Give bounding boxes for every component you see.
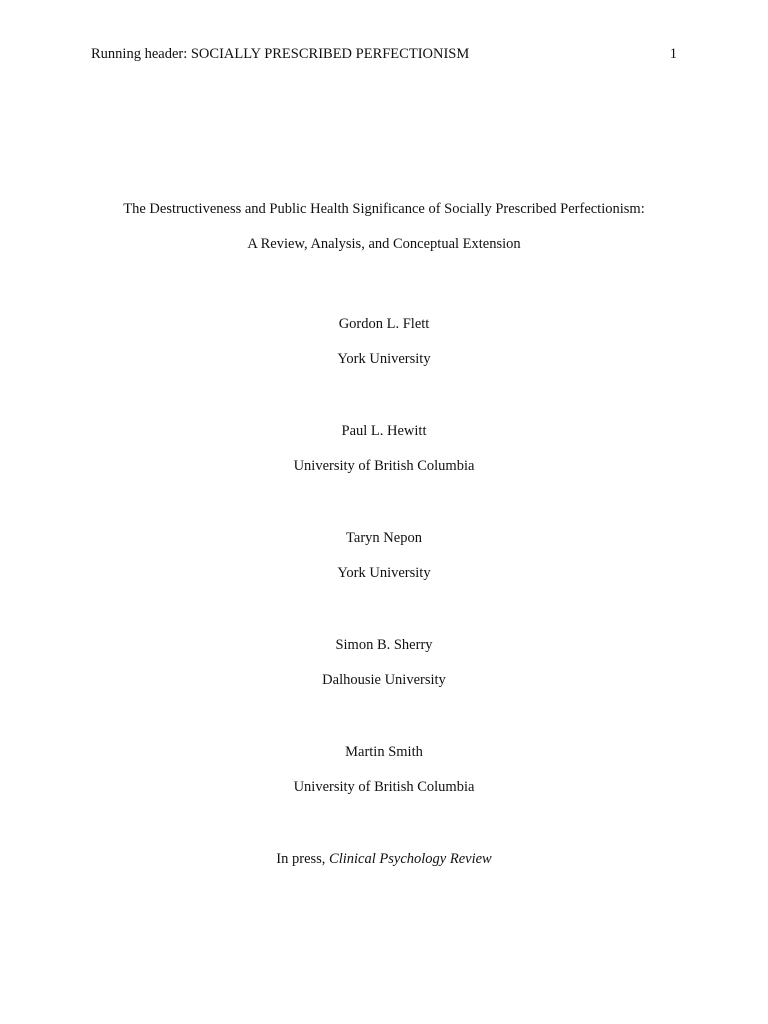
author-name: Martin Smith bbox=[345, 744, 423, 760]
publication-status: In press, bbox=[276, 851, 330, 867]
page-number: 1 bbox=[669, 46, 677, 62]
author-name: Paul L. Hewitt bbox=[341, 423, 427, 439]
title-line-2: A Review, Analysis, and Conceptual Extension bbox=[247, 236, 521, 252]
author-affiliation: University of British Columbia bbox=[293, 458, 475, 474]
publication-note bbox=[0, 851, 768, 868]
author-affiliation: York University bbox=[337, 565, 431, 581]
running-header bbox=[91, 46, 677, 63]
author-affiliation: Dalhousie University bbox=[322, 672, 446, 688]
running-head-text: Running header: SOCIALLY PRESCRIBED PERFECTIONISM bbox=[91, 46, 470, 62]
author-name: Taryn Nepon bbox=[346, 530, 422, 546]
author-affiliation: University of British Columbia bbox=[293, 779, 475, 795]
author-name: Simon B. Sherry bbox=[335, 637, 433, 653]
author-affiliation: York University bbox=[337, 351, 431, 367]
journal-name: Clinical Psychology Review bbox=[329, 851, 492, 867]
author-name: Gordon L. Flett bbox=[338, 316, 430, 332]
title-line-1: The Destructiveness and Public Health Significance of Socially Prescribed Perfectionism: bbox=[123, 201, 645, 217]
